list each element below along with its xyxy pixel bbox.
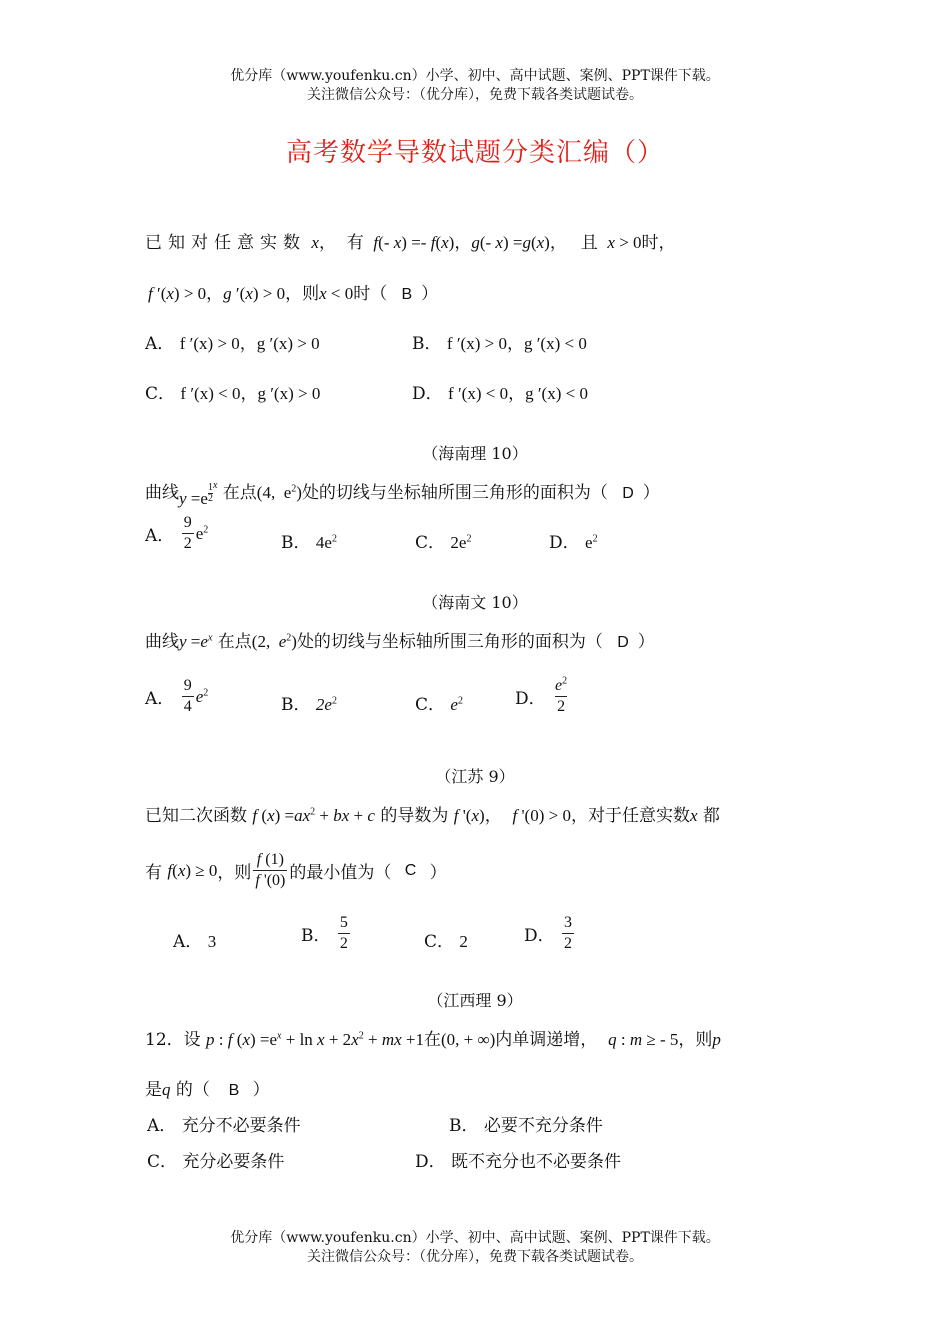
q3-option-a-label: A． [145,689,175,709]
q2-source: （海南理 10） [422,444,528,463]
q2-stem-a: 曲线 [145,483,179,503]
q1-stem-b: 有 [346,233,364,253]
q1-stem-line1: 已知对任意实数 x， 有 f(- x) =- f(x)，g(- x) =g(x)， 且 x > 0时， [145,233,676,253]
q4-option-d-label: D． [524,926,555,946]
q5-stem-f: 的（ [175,1080,210,1100]
q4-stem-d: ，对于任意实数 [570,806,690,826]
q4-source: （江苏 9） [435,767,515,786]
q1-option-b [412,329,587,354]
q2-option-c-label: C． [415,533,446,553]
q5-option-a-text: 充分不必要条件 [181,1116,301,1136]
q5-option-a [147,1111,301,1136]
q2-answer: D [622,485,634,502]
q4-stem-line2: 有 f ( x ) ≥ 0 ，则 $\frac{f (1)}{f '(0)}$ 的最小值为（ C ） [145,851,447,889]
q1-stem-f: 时（ [353,284,388,304]
q3-option-c: C． $e^2$ [415,695,463,715]
q5-stem-line1: 12．设 p : f $(x) =e^x + \ln x + 2x^2$ + mx +1在(0, + ∞)内单调递增， q : m ≥ - 5，则p [145,1030,721,1050]
q1-option-b-label: B． [412,334,442,354]
q4-stem-e: 都 [702,806,720,826]
q2-option-b-text: 4e [315,533,332,552]
q4-option-d: D． $\frac{3}{2}$ [524,914,573,952]
footer-line-1: 优分库（www.youfenku.cn）小学、初中、高中试题、案例、PPT课件下载。 [230,1230,720,1246]
q4-option-a [173,927,216,952]
q3-stem-a: 曲线 [145,632,179,652]
q5-option-c-text: 充分必要条件 [182,1152,285,1172]
page-title: 高考数学导数试题分类汇编（） [285,138,664,168]
q2-option-c-text: 2e [450,533,467,552]
q4-option-a-text: 3 [207,932,217,951]
q2-option-c: C． $2e^2$ [415,533,472,553]
q5-stem-b: 在 [424,1030,441,1050]
q1-option-a-text: f ′(x) > 0，g ′(x) > 0 [179,334,320,353]
q5-stem-c: 内单调递增， [495,1030,598,1050]
q1-option-d-text: f ′(x) < 0，g ′(x) < 0 [448,384,588,403]
q5-option-d-text: 既不充分也不必要条件 [451,1152,622,1172]
q2-close: ） [642,483,660,503]
q1-option-d [412,379,588,404]
q3-option-c-text: e [450,695,458,714]
q1-option-c-text: f ′(x) < 0，g ′(x) > 0 [180,384,321,403]
header-line-1: 优分库（www.youfenku.cn）小学、初中、高中试题、案例、PPT课件下载。 [230,68,720,84]
q1-option-c-label: C． [145,384,176,404]
q3-option-d: D． $\frac{e^2}{2}$ [515,675,568,715]
q4-stem-g: ，则 [217,863,252,883]
q4-option-c-label: C． [424,932,455,952]
q1-stem-d: 时， [641,233,676,253]
q5-option-c [147,1147,284,1172]
q2-stem-b: 在点 [222,483,257,503]
q3-option-b-text: 2e [315,695,332,714]
q3-stem: 曲线$y =e^x$ 在点(2, $e^2$)处的切线与坐标轴所围三角形的面积为（ D ） [145,632,655,652]
footer-line-2: 关注微信公众号：（优分库），免费下载各类试题试卷。 [307,1249,643,1265]
q2-option-b-label: B． [281,533,311,553]
q2-option-d-text: e [585,533,593,552]
q4-option-b-label: B． [301,926,331,946]
q5-option-a-label: A． [147,1116,177,1136]
q4-answer: C [404,861,417,879]
q2-option-a: A． $\frac{9}{2}$ $e^2$ [145,514,209,552]
q4-stem-a: 已知二次函数 [145,806,247,826]
q3-option-d-label: D． [515,689,546,709]
q1-stem-c: 且 [580,233,598,253]
q2-stem-c: 处的切线与坐标轴所围三角形的面积为（ [301,483,608,503]
q5-option-c-label: C． [147,1152,178,1172]
q4-close: ） [429,863,447,883]
q5-number: 12． [145,1030,184,1050]
q4-stem-h: 的最小值为（ [289,863,392,883]
q5-option-b [449,1111,603,1136]
q1-stem-a: 已知对任意实数 [145,233,306,253]
q4-stem-b: 的导数为 [380,806,449,826]
q5-option-b-text: 必要不充分条件 [483,1116,603,1136]
q5-option-d-label: D． [415,1152,446,1172]
q5-stem-line2: 是q 的（ B ） [145,1080,270,1100]
q2-stem: 曲线y =e $\frac{1}{2}$ $^x$ 在点(4, $e^2$)处的切线与坐标轴所围三角形的面积为（ D ） [145,480,660,508]
q1-option-d-label: D． [412,384,443,404]
q1-option-c [145,379,320,404]
q3-option-a: A． $\frac{9}{4}$ $e^2$ [145,677,209,715]
q2-option-d-label: D． [549,533,580,553]
q3-option-b: B． $2e^2$ [281,695,337,715]
q3-option-b-label: B． [281,695,311,715]
q5-stem-d: ，则 [678,1030,713,1050]
q5-close: ） [252,1080,270,1100]
q5-option-b-label: B． [449,1116,479,1136]
q2-option-b: B． $4e^2$ [281,533,337,553]
q4-stem-c: ， [484,806,502,826]
q2-option-a-label: A． [145,526,175,546]
q5-stem-a: 设 [183,1030,201,1050]
q1-option-b-text: f ′(x) > 0，g ′(x) < 0 [446,334,587,353]
q3-source: （海南文 10） [422,593,528,612]
q1-stem-e: 则 [302,284,320,304]
q3-answer: D [617,634,629,651]
q3-stem-c: 处的切线与坐标轴所围三角形的面积为（ [296,632,603,652]
q2-option-d: D． $e^2$ [549,533,598,553]
q5-stem-e: 是 [145,1080,162,1100]
q3-close: ） [637,632,655,652]
q5-option-d [415,1147,621,1172]
q1-stem-line2: f ′(x) > 0，g ′(x) > 0，则x < 0时（ B ） [148,284,439,304]
q1-close: ） [421,284,439,304]
q4-option-c [424,927,468,952]
q5-source: （江西理 9） [427,991,523,1010]
header-line-2: 关注微信公众号：（优分库），免费下载各类试题试卷。 [307,87,643,103]
q1-option-a-label: A． [145,334,175,354]
q4-stem-line1: 已知二次函数 f $(x) =ax^2$ + bx + c 的导数为 f '(x)， f '(0) > 0，对于任意实数x 都 [145,806,720,826]
q4-stem-f: 有 [145,863,162,883]
q4-option-a-label: A． [173,932,203,952]
q1-answer: B [401,286,413,303]
q3-option-c-label: C． [415,695,446,715]
q4-option-c-text: 2 [459,932,468,951]
q4-option-b: B． $\frac{5}{2}$ [301,914,348,952]
q5-answer: B [228,1082,240,1099]
q3-stem-b: 在点 [217,632,252,652]
q1-option-a [145,329,320,354]
